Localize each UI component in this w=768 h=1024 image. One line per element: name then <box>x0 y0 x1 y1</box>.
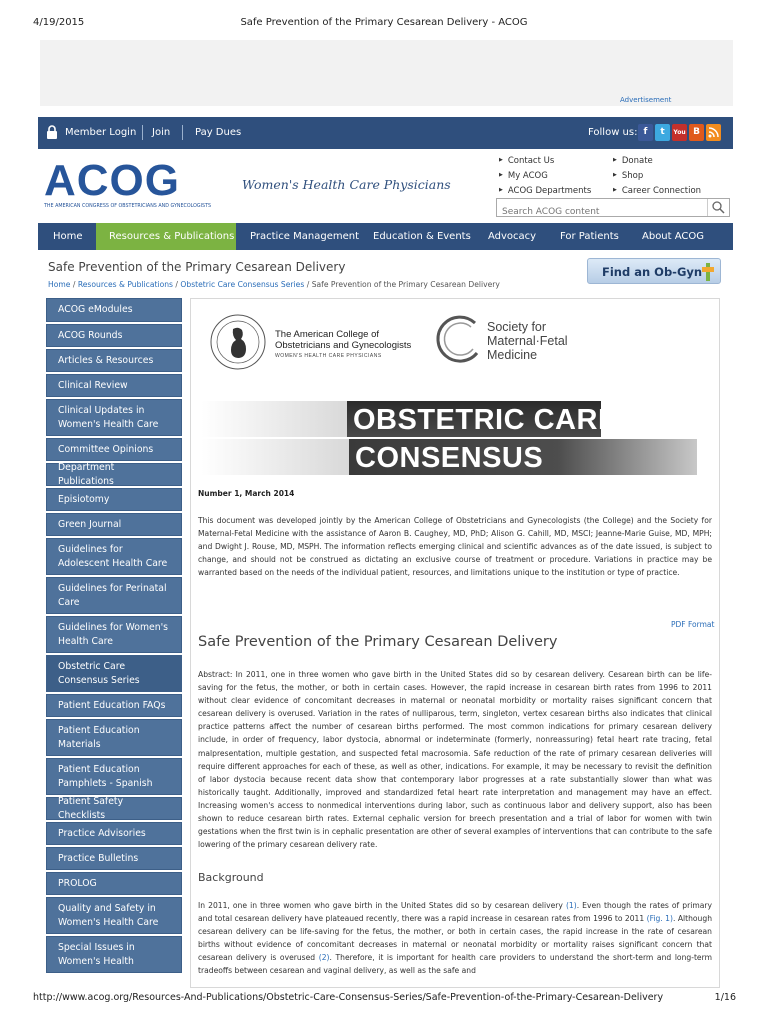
career-connection-link[interactable]: ▶ Career Connection <box>613 183 701 198</box>
logo-wordmark: ACOG <box>44 156 180 205</box>
article-content <box>190 298 720 988</box>
print-page-number: 1/16 <box>714 992 736 1003</box>
main-nav <box>38 223 733 250</box>
background-heading: Background <box>198 871 264 884</box>
print-title: Safe Prevention of the Primary Cesarean Delivery - ACOG <box>240 17 528 28</box>
search-box <box>496 198 730 217</box>
smfm-line2: Maternal·Fetal <box>487 334 568 348</box>
sidebar-item-quality-safety[interactable]: Quality and Safety in Women's Health Care <box>46 897 182 934</box>
banner-obstetric-care: OBSTETRIC CARE <box>347 401 601 437</box>
logo-subtitle: THE AMERICAN CONGRESS OF OBSTETRICIANS AND GYNECOLOGISTS <box>44 204 212 209</box>
sidebar-item-prolog[interactable]: PROLOG <box>46 872 182 895</box>
reference-link[interactable]: (2) <box>318 953 330 963</box>
banner-fade <box>201 439 351 475</box>
nav-education-events[interactable]: Education & Events <box>373 231 471 242</box>
sidebar-item-womens-health-guidelines[interactable]: Guidelines for Women's Health Care <box>46 616 182 653</box>
sidebar-item-practice-bulletins[interactable]: Practice Bulletins <box>46 847 182 870</box>
utility-links-left <box>499 153 591 198</box>
sidebar-item-department-publications[interactable]: Department Publications <box>46 463 182 486</box>
print-date: 4/19/2015 <box>33 17 85 28</box>
acog-name-subtitle: WOMEN'S HEALTH CARE PHYSICIANS <box>275 353 382 359</box>
utility-links-right <box>613 153 701 198</box>
contact-us-link[interactable]: ▶ Contact Us <box>499 153 591 168</box>
sidebar-item-perinatal-care[interactable]: Guidelines for Perinatal Care <box>46 577 182 614</box>
sidebar-item-patient-safety-checklists[interactable]: Patient Safety Checklists <box>46 797 182 820</box>
sidebar-item-obstetric-care-consensus[interactable]: Obstetric Care Consensus Series <box>46 655 182 692</box>
background-text: . Although cesarean delivery can be life-saving for the fetus, the mother, or both in certain cases, the rapid increase in the rate of cesarean births without evidence of concomitant decreases in maternal or neonatal morbidity or mortality raises significant concern that cesarean delivery is overused <box>198 914 713 963</box>
follow-us-label: Follow us: <box>588 127 638 138</box>
document-number: Number 1, March 2014 <box>198 489 295 498</box>
abstract-paragraph: Abstract: In 2011, one in three women who gave birth in the United States did so by cesarean delivery. Cesarean birth can be life-saving for the fetus, the mother, or both in certain cases. However, the rapid increase in cesarean birth rates from 1996 to 2011 without clear evidence of concomitant decreases in maternal or neonatal morbidity or mortality raises significant concern that cesarean delivery is overused. Variation in the rates of nulliparous, term, singleton, vertex cesarean births also indicates that clinical practice patterns affect the number of cesarean births performed. The most common indications for primary cesarean delivery include, in order of frequency, labor dystocia, abnormal or indeterminate (formerly, nonreassuring) fetal heart rate tracing, fetal malpresentation, multiple gestation, and suspected fetal macrosomia. Safe reduction of the rate of primary cesarean deliveries will require different approaches for each of these, as well as other, indications. For example, it may be necessary to revisit the definition of labor dystocia because recent data show that contemporary labor progresses at a rate substantially slower than what was historically taught. Additionally, improved and standardized fetal heart rate interpretation and management may have an effect. Increasing women's access to nonmedical interventions during labor, such as continuous labor and delivery support, also has been shown to reduce cesarean birth rates. External cephalic version for breech presentation and a trial of labor for women with twin gestations when the first twin is in cephalic presentation are other of several examples of interventions that can contribute to the safe lowering of the primary cesarean delivery rate. <box>198 670 712 850</box>
smfm-logo-icon <box>435 313 485 365</box>
nav-practice-management[interactable]: Practice Management <box>250 231 359 242</box>
search-icon[interactable] <box>707 199 729 216</box>
sidebar-item-special-issues[interactable]: Special Issues in Women's Health <box>46 936 182 973</box>
breadcrumb-resources[interactable]: Resources & Publications <box>77 280 173 289</box>
smfm-name <box>487 320 568 362</box>
sidebar-item-clinical-review[interactable]: Clinical Review <box>46 374 182 397</box>
facebook-icon[interactable]: f <box>638 124 653 141</box>
nav-resources-publications[interactable]: Resources & Publications <box>96 223 236 250</box>
my-acog-link[interactable]: ▶ My ACOG <box>499 168 591 183</box>
lock-icon <box>46 124 58 142</box>
sidebar-item-acog-rounds[interactable]: ACOG Rounds <box>46 324 182 347</box>
pay-dues-link[interactable]: Pay Dues <box>195 127 242 138</box>
figure-link[interactable]: (Fig. 1) <box>646 914 673 924</box>
intro-paragraph: This document was developed jointly by the American College of Obstetricians and Gynecologists (the College) and the Society for Maternal-Fetal Medicine with the assistance of Aaron B. Caughey, MD, PhD; Alison G. Cahill, MD, MSCI; Jeanne-Marie Guise, MD, MPH; and Dwight J. Rouse, MD, MSPH. The information reflects emerging clinical and scientific advances as of the date issued, is subject to change, and should not be construed as dictating an exclusive course of treatment or procedure. Variations in practice may be warranted based on the needs of the individual patient, resources, and limitations unique to the institution or type of practice. <box>198 516 712 578</box>
print-url: http://www.acog.org/Resources-And-Publications/Obstetric-Care-Consensus-Series/Safe-Prevention-of-the-Primary-Cesarean-Delivery <box>33 992 664 1003</box>
smfm-line1: Society for <box>487 320 547 334</box>
sidebar <box>46 298 182 975</box>
divider <box>142 125 143 140</box>
background-paragraph <box>198 899 712 978</box>
banner-consensus: CONSENSUS <box>349 439 697 475</box>
donate-link[interactable]: ▶ Donate <box>613 153 701 168</box>
member-login-link[interactable]: Member Login <box>65 127 137 138</box>
pdf-format-link[interactable]: PDF Format <box>671 620 715 629</box>
acog-name-line2: Obstetricians and Gynecologists <box>275 340 412 351</box>
sidebar-item-clinical-updates[interactable]: Clinical Updates in Women's Health Care <box>46 399 182 436</box>
background-text: In 2011, one in three women who gave birth in the United States did so by cesarean delivery <box>198 901 566 910</box>
acog-org-name <box>275 329 411 362</box>
sidebar-item-committee-opinions[interactable]: Committee Opinions <box>46 438 182 461</box>
top-bar <box>38 117 733 149</box>
search-input[interactable] <box>497 204 702 221</box>
rss-icon[interactable] <box>706 124 721 141</box>
nav-home[interactable]: Home <box>53 231 83 242</box>
find-obgyn-label: Find an Ob-Gyn <box>602 265 703 279</box>
sidebar-item-adolescent-health[interactable]: Guidelines for Adolescent Health Care <box>46 538 182 575</box>
join-link[interactable]: Join <box>152 127 171 138</box>
acog-seal-icon <box>209 313 267 371</box>
acog-name-line1: The American College of <box>275 329 380 340</box>
nav-advocacy[interactable]: Advocacy <box>488 231 537 242</box>
divider <box>182 125 183 140</box>
youtube-icon[interactable]: You <box>672 124 687 141</box>
blogger-icon[interactable]: B <box>689 124 704 141</box>
nav-about-acog[interactable]: About ACOG <box>642 231 705 242</box>
smfm-line3: Medicine <box>487 348 538 362</box>
background-text: . Therefore, it is important for health care providers to understand the short-term and long-term tradeoffs between cesarean and vaginal delivery, as well as the safe and <box>198 953 712 976</box>
map-pin-icon <box>700 261 716 283</box>
sidebar-item-practice-advisories[interactable]: Practice Advisories <box>46 822 182 845</box>
page-title: Safe Prevention of the Primary Cesarean Delivery <box>48 260 346 274</box>
sidebar-item-patient-education-faqs[interactable]: Patient Education FAQs <box>46 694 182 717</box>
sidebar-item-patient-education-materials[interactable]: Patient Education Materials <box>46 719 182 756</box>
article-title: Safe Prevention of the Primary Cesarean Delivery <box>198 634 558 650</box>
twitter-icon[interactable]: t <box>655 124 670 141</box>
breadcrumb-consensus-series[interactable]: Obstetric Care Consensus Series <box>180 280 305 289</box>
sidebar-item-episiotomy[interactable]: Episiotomy <box>46 488 182 511</box>
breadcrumb-current: Safe Prevention of the Primary Cesarean Delivery <box>311 280 500 289</box>
breadcrumb-home[interactable]: Home <box>48 280 71 289</box>
sidebar-item-articles-resources[interactable]: Articles & Resources <box>46 349 182 372</box>
sidebar-item-patient-education-spanish[interactable]: Patient Education Pamphlets - Spanish <box>46 758 182 795</box>
sidebar-item-acog-emodules[interactable]: ACOG eModules <box>46 298 182 322</box>
banner-fade <box>201 401 351 437</box>
shop-link[interactable]: ▶ Shop <box>613 168 701 183</box>
breadcrumb: Home / Resources & Publications / Obstetric Care Consensus Series / Safe Prevention of the Primary Cesarean Delivery <box>48 280 500 289</box>
advertisement-label: Advertisement <box>620 96 672 104</box>
acog-logo[interactable] <box>44 156 212 209</box>
background-text: . Even though the rates of primary and total cesarean delivery have plateaued recently, there was a rapid increase in cesarean rates from 1996 to 2011 <box>198 901 712 924</box>
nav-for-patients[interactable]: For Patients <box>560 231 619 242</box>
tagline: Women's Health Care Physicians <box>242 177 451 192</box>
sidebar-item-green-journal[interactable]: Green Journal <box>46 513 182 536</box>
find-obgyn-button[interactable] <box>587 258 721 284</box>
acog-departments-link[interactable]: ▶ ACOG Departments <box>499 183 591 198</box>
reference-link[interactable]: (1) <box>565 901 577 910</box>
